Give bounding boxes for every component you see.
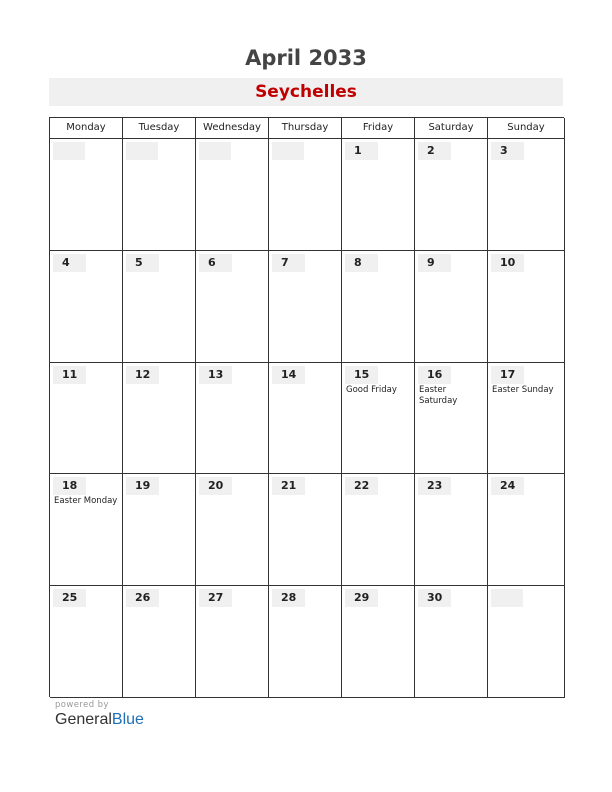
day-cell[interactable] [50,474,123,586]
week-row [50,586,564,698]
holiday-label: Easter Saturday [419,384,458,406]
day-number-box [491,477,524,495]
day-number-box [345,254,378,272]
day-cell[interactable] [415,251,488,363]
day-number: 5 [135,255,143,269]
day-cell[interactable] [50,139,123,251]
day-number-box [418,589,451,607]
day-cell[interactable] [342,474,415,586]
day-cell[interactable] [488,251,565,363]
holiday-label: Easter Monday [54,496,118,507]
weekday-monday: Monday [50,118,123,139]
day-cell[interactable] [269,474,342,586]
day-number: 13 [208,367,224,381]
day-cell[interactable] [123,251,196,363]
day-number-box [199,366,232,384]
day-number-box [345,589,378,607]
week-row [50,363,564,475]
day-number-box [126,142,158,160]
weekday-header [50,118,564,139]
day-cell[interactable] [269,251,342,363]
weekday-thursday: Thursday [269,118,342,139]
day-number-box [491,589,523,607]
day-number: 24 [500,479,516,493]
day-cell[interactable] [269,139,342,251]
day-number: 18 [62,479,78,493]
week-row [50,251,564,363]
day-number-box [199,589,232,607]
day-number-box [126,366,159,384]
day-number: 6 [208,255,216,269]
day-number-box [53,142,85,160]
day-number-box [199,254,232,272]
day-number-box [53,254,86,272]
day-number-box [345,142,378,160]
day-number: 23 [427,479,443,493]
day-number: 19 [135,479,151,493]
day-number: 21 [281,479,297,493]
day-cell[interactable] [50,251,123,363]
weekday-sunday: Sunday [488,118,565,139]
day-cell[interactable] [488,139,565,251]
day-number-box [345,477,378,495]
day-number: 8 [354,255,362,269]
day-number-box [272,254,305,272]
day-number-box [418,254,451,272]
week-row [50,139,564,251]
weekday-saturday: Saturday [415,118,488,139]
day-number: 11 [62,367,78,381]
day-number: 9 [427,255,435,269]
day-cell[interactable] [415,139,488,251]
day-cell[interactable] [50,586,123,698]
day-cell[interactable] [196,474,269,586]
day-number: 7 [281,255,289,269]
day-cell[interactable] [488,363,565,475]
day-cell[interactable] [342,139,415,251]
day-cell[interactable] [123,586,196,698]
week-row [50,474,564,586]
brand-logo[interactable] [55,711,144,729]
day-cell[interactable] [415,586,488,698]
day-number: 12 [135,367,151,381]
powered-by-text: powered by [55,700,109,710]
day-number-box [272,366,305,384]
day-number: 15 [354,367,370,381]
day-cell[interactable] [123,363,196,475]
brand-general: General [55,711,112,728]
country-banner [49,78,563,106]
day-cell[interactable] [488,586,565,698]
day-cell[interactable] [196,586,269,698]
country-name: Seychelles [255,82,357,102]
brand-blue: Blue [111,711,144,728]
day-number-box [53,477,86,495]
day-number-box [418,142,451,160]
day-cell[interactable] [342,251,415,363]
day-number: 2 [427,144,435,157]
day-number: 4 [62,255,70,269]
holiday-label: Easter Sunday [492,384,554,395]
day-number: 16 [427,367,443,381]
day-cell[interactable] [269,363,342,475]
day-number-box [272,142,304,160]
day-number-box [491,366,524,384]
day-number: 27 [208,591,224,605]
day-cell[interactable] [196,251,269,363]
day-number: 22 [354,479,370,493]
day-number-box [126,477,159,495]
day-cell[interactable] [415,474,488,586]
day-number: 30 [427,591,443,605]
day-cell[interactable] [342,363,415,475]
day-number-box [418,366,451,384]
day-number-box [418,477,451,495]
day-cell[interactable] [123,474,196,586]
day-cell[interactable] [488,474,565,586]
day-number-box [491,142,524,160]
footer [55,700,144,729]
weekday-wednesday: Wednesday [196,118,269,139]
day-number-box [491,254,524,272]
day-number: 25 [62,591,78,605]
day-number-box [126,589,159,607]
day-number: 17 [500,367,516,381]
day-cell[interactable] [342,586,415,698]
day-number-box [53,366,86,384]
weekday-friday: Friday [342,118,415,139]
day-number: 14 [281,367,297,381]
day-cell[interactable] [196,363,269,475]
day-cell[interactable] [50,363,123,475]
day-number-box [126,254,159,272]
day-number-box [272,477,305,495]
day-number: 26 [135,591,151,605]
day-cell[interactable] [123,139,196,251]
weekday-tuesday: Tuesday [123,118,196,139]
page-title: April 2033 [245,46,367,70]
day-number-box [199,142,231,160]
day-number-box [199,477,232,495]
day-number: 10 [500,255,516,269]
day-number-box [53,589,86,607]
day-number: 20 [208,479,224,493]
day-number-box [272,589,305,607]
day-cell[interactable] [269,586,342,698]
calendar-grid [49,117,564,697]
day-number: 1 [354,144,362,157]
day-number-box [345,366,378,384]
day-number: 29 [354,591,370,605]
day-number: 3 [500,144,508,157]
day-cell[interactable] [415,363,488,475]
holiday-label: Good Friday [346,384,397,395]
day-cell[interactable] [196,139,269,251]
day-number: 28 [281,591,297,605]
